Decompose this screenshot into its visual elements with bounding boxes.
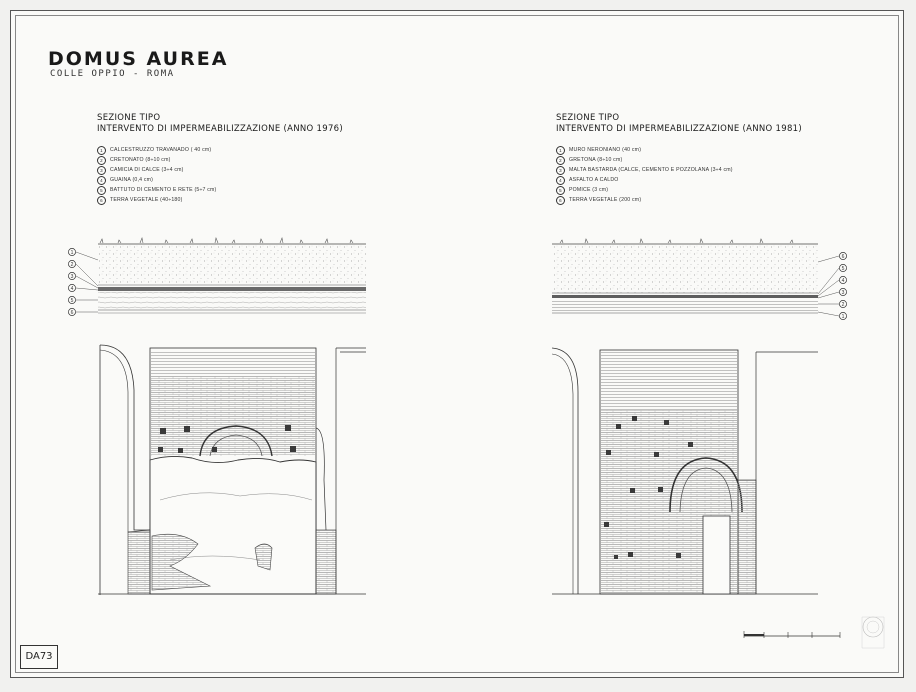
right-wall-hatch xyxy=(601,352,737,410)
legend-item: 6 TERRA VEGETALE (40÷180) xyxy=(97,195,217,205)
right-vault-inner xyxy=(552,354,573,594)
legend-item: 5 BATTUTO DI CEMENTO E RETE (5÷7 cm) xyxy=(97,185,217,195)
right-callout-label: 2 xyxy=(841,302,845,308)
left-callout-label: 1 xyxy=(70,250,74,256)
left-section-drawing xyxy=(68,238,366,595)
legend-item: 5 POMICE (3 cm) xyxy=(556,185,733,195)
legend-item: 3 CAMICIA DI CALCE (3÷4 cm) xyxy=(97,165,217,175)
left-right-pier xyxy=(316,530,336,594)
legend-item: 6 TERRA VEGETALE (200 cm) xyxy=(556,195,733,205)
legend-item: 4 ASFALTO A CALDO xyxy=(556,175,733,185)
archive-seal xyxy=(862,617,884,648)
right-doorway xyxy=(703,516,730,594)
right-callout-label: 3 xyxy=(841,290,845,296)
right-soil-layer xyxy=(552,245,818,293)
right-mortar-layer xyxy=(552,299,818,313)
scale-bar xyxy=(744,631,840,638)
left-membrane-layer xyxy=(98,287,366,291)
legend-item: 2 CRETONATO (8÷10 cm) xyxy=(97,155,217,165)
right-asphalt-layer xyxy=(552,295,818,298)
right-vault-outline xyxy=(552,348,578,594)
right-callout-label: 6 xyxy=(841,254,845,260)
right-grass xyxy=(560,239,793,243)
left-pier-brick xyxy=(128,530,150,594)
left-wall-hatch xyxy=(151,350,315,376)
legend-item: 1 CALCESTRUZZO TRAVANADO ( 40 cm) xyxy=(97,145,217,155)
drawing-subtitle: COLLE OPPIO - ROMA xyxy=(50,69,175,79)
left-callouts xyxy=(68,248,98,316)
left-heading-line2: INTERVENTO DI IMPERMEABILIZZAZIONE (ANNO 1976) xyxy=(97,124,343,134)
right-heading-line2: INTERVENTO DI IMPERMEABILIZZAZIONE (ANNO 1981) xyxy=(556,124,802,134)
left-wall-brick xyxy=(151,376,315,456)
left-callout-label: 3 xyxy=(70,274,74,280)
left-callout-label: 6 xyxy=(70,310,74,316)
right-callout-label: 4 xyxy=(841,278,845,284)
right-heading-line1: SEZIONE TIPO xyxy=(556,113,620,123)
left-heading-line1: SEZIONE TIPO xyxy=(97,113,161,123)
right-section-drawing xyxy=(552,239,847,594)
archive-code-stamp: DA73 xyxy=(20,645,58,669)
left-vault-outline xyxy=(100,345,150,530)
left-callout-label: 4 xyxy=(70,286,74,292)
legend-item: 2 GRETONA (8÷10 cm) xyxy=(556,155,733,165)
legend-item: 4 GUAINA (0,4 cm) xyxy=(97,175,217,185)
right-right-wall xyxy=(756,352,818,594)
right-callout-label: 5 xyxy=(841,266,845,272)
left-callout-label: 2 xyxy=(70,262,74,268)
right-callouts xyxy=(818,252,847,320)
left-grass xyxy=(100,238,353,243)
left-soil-layer xyxy=(98,245,366,285)
left-vault-inner xyxy=(100,350,150,532)
right-callout-label: 1 xyxy=(841,314,845,320)
right-pier xyxy=(738,480,756,594)
left-callout-label: 5 xyxy=(70,298,74,304)
legend-item: 3 MALTA BASTARDA (CALCE, CEMENTO E POZZOLANA (3÷4 cm) xyxy=(556,165,733,175)
legend-item: 1 MURO NERONIANO (40 cm) xyxy=(556,145,733,155)
left-concrete-layer xyxy=(98,292,366,310)
drawing-title: DOMUS AUREA xyxy=(48,48,229,70)
